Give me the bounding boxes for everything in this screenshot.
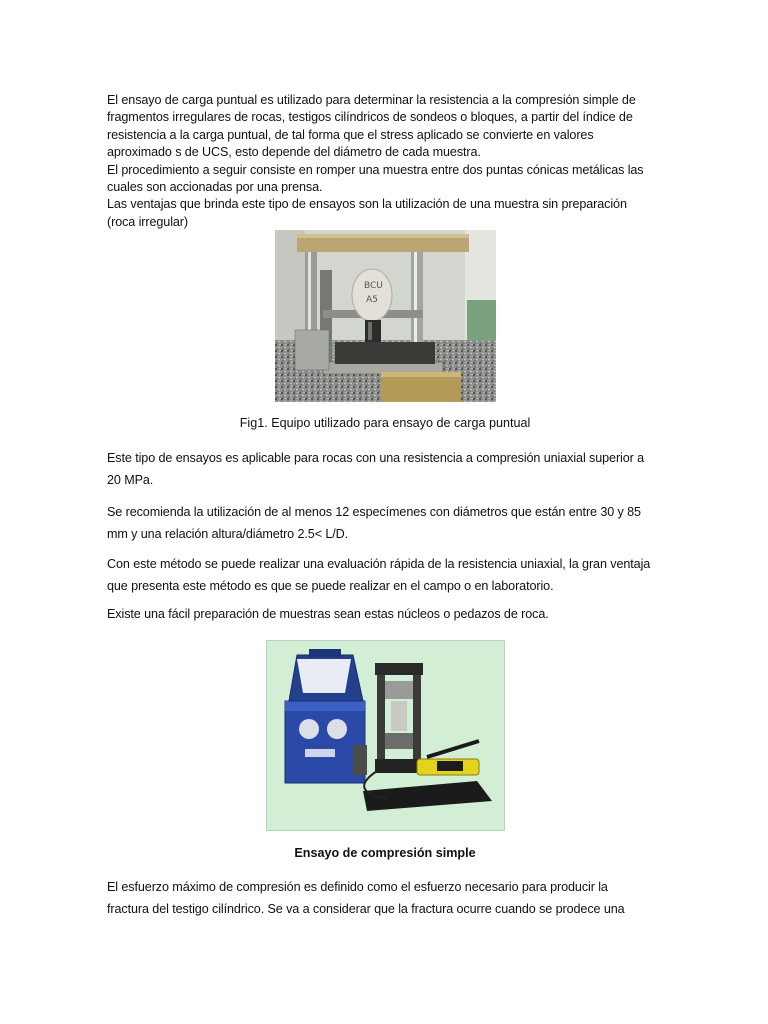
text-line: cuales son accionadas por una prensa. [107,180,323,195]
method-paragraph [107,553,663,597]
preparation-paragraph [107,606,663,623]
text-line: Se recomienda la utilización de al menos 12 especímenes con diámetros que están entre 30 y 85 [107,505,641,519]
text-line: Este tipo de ensayos es aplicable para rocas con una resistencia a compresión uniaxial superior a [107,451,645,465]
sample-mark-2: A5 [366,295,378,305]
text-line: 20 MPa. [107,473,154,487]
applicability-paragraph [107,447,663,491]
text-line: Las ventajas que brinda este tipo de ensayos son la utilización de una muestra sin preparación [107,197,627,212]
sample-mark-1: BCU [364,281,383,291]
figure1-caption: Fig1. Equipo utilizado para ensayo de carga puntual [239,416,531,430]
recommendation-paragraph [107,501,663,545]
text-line: fractura del testigo cilíndrico. Se va a considerar que la fractura ocurre cuando se prodece una [107,902,625,916]
text-line: fragmentos irregulares de rocas, testigos cilíndricos de sondeos o bloques, a partir del índice de [107,110,633,125]
text-line: El procedimiento a seguir consiste en romper una muestra entre dos puntas cónicas metálicas las [107,162,644,177]
text-line: (roca irregular) [107,214,188,229]
text-line: resistencia a la carga puntual, de tal forma que el stress aplicado se convierte en valores [107,127,594,142]
figure2-caption: Ensayo de compresión simple [294,846,476,860]
text-line: mm y una relación altura/diámetro 2.5< L/D. [107,527,349,541]
compression-test-equipment-photo [266,640,505,831]
final-paragraph [107,876,663,920]
text-line: Con este método se puede realizar una evaluación rápida de la resistencia uniaxial, la gran ventaja [107,557,651,571]
text-line: que presenta este método es que se puede realizar en el campo o en laboratorio. [107,579,554,593]
text-line: Existe una fácil preparación de muestras sean estas núcleos o pedazos de roca. [107,607,549,621]
point-load-equipment-photo [275,230,496,402]
text-line: El esfuerzo máximo de compresión es definido como el esfuerzo necesario para producir la [107,880,608,894]
text-line: El ensayo de carga puntual es utilizado para determinar la resistencia a la compresión simple de [107,93,636,107]
intro-paragraph [107,92,663,231]
text-line: aproximado s de UCS, esto depende del diámetro de cada muestra. [107,145,481,160]
